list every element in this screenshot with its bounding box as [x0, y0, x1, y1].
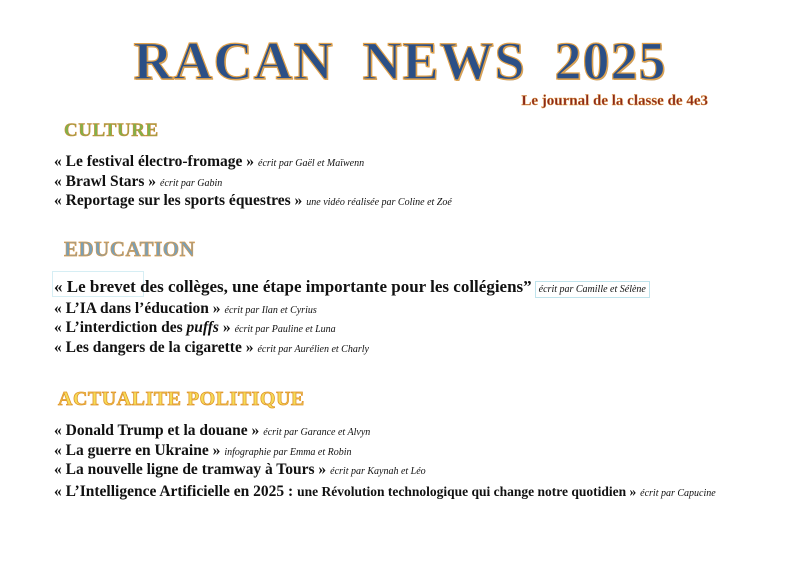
- article-byline: écrit par Garance et Alvyn: [263, 427, 371, 438]
- article-cigarette: [54, 339, 369, 357]
- article-puffs: [54, 319, 336, 337]
- article-sports-equestres: [54, 192, 452, 210]
- article-festival: [54, 153, 364, 171]
- article-ukraine: [54, 442, 352, 460]
- article-byline: écrit par Gabin: [160, 178, 223, 189]
- article-title: « L’IA dans l’éducation »: [54, 300, 221, 317]
- article-brevet: [54, 277, 649, 297]
- article-brawl-stars: [54, 173, 222, 191]
- article-ia-education: [54, 300, 317, 318]
- article-title-end: »: [218, 319, 231, 336]
- article-title-start: « L’Intelligence Artificielle en 2025 :: [54, 483, 298, 500]
- article-title: « Le festival électro-fromage »: [54, 153, 254, 170]
- article-byline: écrit par Kaynah et Léo: [330, 466, 426, 477]
- section-title-culture: CULTURE: [64, 120, 159, 141]
- article-title-end: une Révolution technologique qui change notre quotidien »: [297, 484, 637, 499]
- newspaper-title: RACAN NEWS 2025: [133, 31, 667, 91]
- article-byline: écrit par Aurélien et Charly: [257, 344, 369, 355]
- article-byline: écrit par Pauline et Luna: [234, 324, 336, 335]
- article-byline: une vidéo réalisée par Coline et Zoé: [306, 197, 452, 208]
- article-title: « Reportage sur les sports équestres »: [54, 192, 303, 209]
- article-title: « Donald Trump et la douane »: [54, 422, 260, 439]
- article-title: « La guerre en Ukraine »: [54, 442, 221, 459]
- article-ia-2025: [54, 483, 744, 502]
- article-byline: écrit par Capucine: [640, 488, 716, 499]
- article-trump-douane: [54, 422, 370, 440]
- article-title: « Brawl Stars »: [54, 173, 157, 190]
- section-title-education: EDUCATION: [64, 237, 196, 261]
- article-byline: écrit par Camille et Sélène: [536, 282, 649, 297]
- article-byline: écrit par Ilan et Cyrius: [224, 305, 317, 316]
- article-title-start: « L’interdiction des: [54, 319, 187, 336]
- article-title: « Les dangers de la cigarette »: [54, 339, 254, 356]
- article-byline: écrit par Gaël et Maïwenn: [258, 158, 365, 169]
- article-byline: infographie par Emma et Robin: [224, 447, 352, 458]
- article-tramway: [54, 461, 426, 479]
- section-title-politique: ACTUALITE POLITIQUE: [58, 388, 305, 410]
- newspaper-subtitle: Le journal de la classe de 4e3: [521, 93, 708, 109]
- article-title: « Le brevet des collèges, une étape importante pour les collégiens”: [54, 277, 532, 296]
- article-title-emphasis: puffs: [186, 319, 219, 336]
- article-title: « La nouvelle ligne de tramway à Tours »: [54, 461, 327, 478]
